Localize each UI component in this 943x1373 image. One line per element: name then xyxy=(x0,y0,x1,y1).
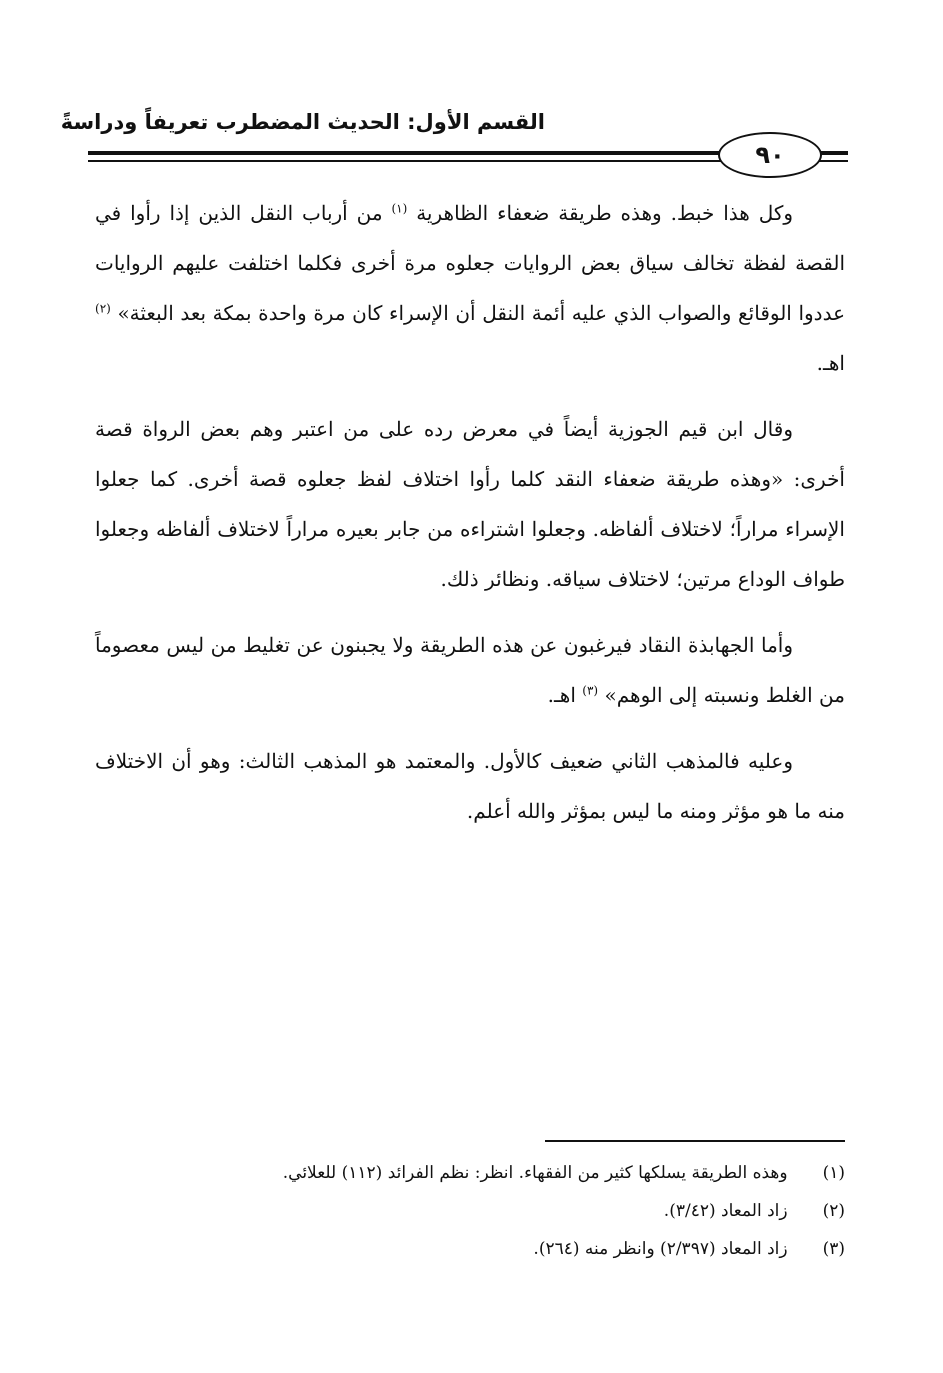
paragraph-4-text: وعليه فالمذهب الثاني ضعيف كالأول. والمعتمد هو المذهب الثالث: وهو أن الاختلاف منه ما هو مؤثر ومنه ما ليس بمؤثر والله أعلم. xyxy=(95,749,845,823)
footnote-number: (٣) xyxy=(822,1239,845,1259)
paragraph-2 xyxy=(95,404,845,604)
paragraph-3-end: اهـ. xyxy=(547,683,576,707)
note-ref-3: (٣) xyxy=(582,683,599,698)
footnote-number: (١) xyxy=(822,1163,845,1183)
footnote-3 xyxy=(145,1230,845,1268)
main-text xyxy=(95,188,845,852)
footnote-text: زاد المعاد (٣/٤٢). xyxy=(663,1201,788,1221)
note-ref-1: (١) xyxy=(391,201,408,216)
footnote-separator xyxy=(545,1140,845,1142)
paragraph-3-text: وأما الجهابذة النقاد فيرغبون عن هذه الطريقة ولا يجبنون عن تغليط من ليس معصوماً من الغلط ونسبته إلى الوهم» xyxy=(95,633,845,707)
footnote-2 xyxy=(145,1192,845,1230)
page-number xyxy=(718,132,822,178)
footnote-text: وهذه الطريقة يسلكها كثير من الفقهاء. انظر: نظم الفرائد (١١٢) للعلائي. xyxy=(282,1163,788,1183)
paragraph-3 xyxy=(95,620,845,720)
paragraph-2-text: وقال ابن قيم الجوزية أيضاً في معرض رده على من اعتبر وهم بعض الرواة قصة أخرى: «وهذه طريقة ضعفاء النقد كلما رأوا اختلاف لفظ جعلوه قصة أخرى. كما جعلوا الإسراء مراراً؛ لاختلاف ألفاظه. وجعلوا اشتراءه من جابر بعيره مراراً لاختلاف ألفاظه وجعلوا طواف الوداع مرتين؛ لاختلاف سياقه. ونظائر ذلك. xyxy=(95,417,845,591)
paragraph-1-text-b: من أرباب النقل الذين إذا رأوا في القصة لفظة تخالف سياق بعض الروايات جعلوه مرة أخرى فكلما اختلفت عليهم الروايات عددوا الوقائع والصواب الذي عليه أئمة النقل أن الإسراء كان مرة واحدة بمكة بعد البعثة» xyxy=(95,201,846,325)
paragraph-1 xyxy=(95,188,845,388)
footnote-number: (٢) xyxy=(822,1201,845,1221)
page-number-text: ٩٠ xyxy=(755,141,785,169)
footnote-text: زاد المعاد (٢/٣٩٧) وانظر منه (٢٦٤). xyxy=(533,1239,788,1259)
paragraph-4 xyxy=(95,736,845,836)
paragraph-1-end: اهـ. xyxy=(816,351,845,375)
footnote-1 xyxy=(145,1154,845,1192)
running-title: القسم الأول: الحديث المضطرب تعريفاً ودراسةً xyxy=(60,110,545,134)
footnotes xyxy=(145,1154,845,1268)
note-ref-2: (٢) xyxy=(95,301,111,316)
paragraph-1-text-a: وكل هذا خبط. وهذه طريقة ضعفاء الظاهرية xyxy=(416,201,794,225)
